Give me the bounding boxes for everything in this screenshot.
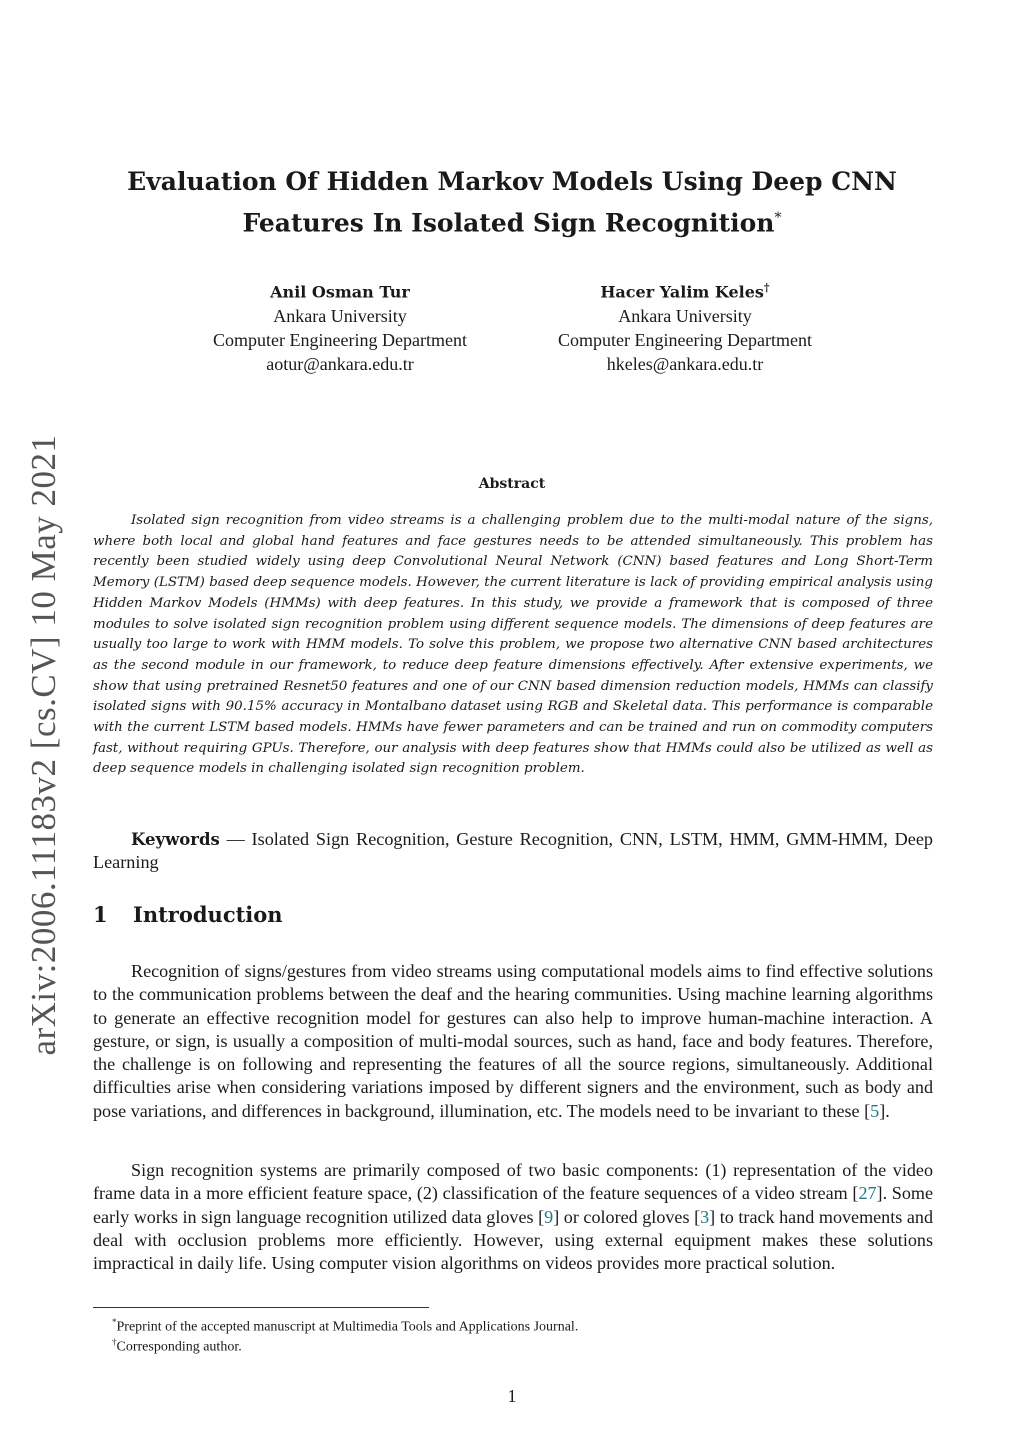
author-department: Computer Engineering Department — [558, 330, 812, 351]
author-block-2 — [520, 276, 850, 376]
page-number: 1 — [507, 1386, 517, 1406]
title-footnote-marker[interactable]: * — [774, 210, 782, 226]
author-email[interactable]: aotur@ankara.edu.tr — [266, 354, 414, 375]
arxiv-identifier-stamp: arXiv:2006.11183v2 [cs.CV] 10 May 2021 — [24, 434, 63, 1056]
abstract-heading: Abstract — [478, 476, 546, 492]
author-department: Computer Engineering Department — [213, 330, 467, 351]
footnote-corresponding-author: †Corresponding author. — [112, 1337, 242, 1355]
section-number: 1 — [93, 902, 108, 927]
citation-link[interactable]: 9 — [544, 1206, 554, 1227]
keywords-label: Keywords — [131, 830, 220, 849]
author-affiliation: Ankara University — [273, 306, 407, 327]
introduction-paragraph-2: Sign recognition systems are primarily composed of two basic components: (1) representation of the video frame data in a more efficient feature space, (2) classification of the feature sequences of a video stream [27]. Some early works in sign language recognition utilized data gloves [9] or colored gloves [3] to track hand movements and deal with occlusion problems more efficiently. However, using external equipment makes these solutions impractical in daily life. Using computer vision algorithms on videos provides more practical solution. — [93, 1160, 933, 1274]
author-affiliation: Ankara University — [618, 306, 752, 327]
author-name: Anil Osman Tur — [270, 282, 410, 302]
corresponding-author-marker[interactable]: † — [763, 281, 770, 294]
paper-title — [80, 163, 944, 241]
citation-link[interactable]: 5 — [870, 1100, 880, 1121]
section-heading-introduction — [93, 902, 283, 927]
footnote-preprint: *Preprint of the accepted manuscript at Multimedia Tools and Applications Journal. — [112, 1317, 579, 1335]
introduction-paragraph-1: Recognition of signs/gestures from video streams using computational models aims to find effective solutions to the communication problems between the deaf and the hearing communities. Using machine learning algorithms to generate an effective recognition model for gestures can also help to improve human-machine interaction. A gesture, or sign, is usually a composition of multi-modal sources, such as hand, face and body features. Therefore, the challenge is on following and representing the features of all the source regions, simultaneously. Additional difficulties arise when considering variations imposed by different signers and the environment, such as body and pose variations, and differences in background, illumination, etc. The models need to be invariant to these [5]. — [93, 961, 933, 1121]
title-line-1: Evaluation Of Hidden Markov Models Using Deep CNN — [127, 167, 897, 196]
section-title: Introduction — [133, 902, 283, 927]
citation-link[interactable]: 27 — [858, 1183, 877, 1204]
author-name: Hacer Yalim Keles† — [600, 281, 770, 302]
keywords-text: — Isolated Sign Recognition, Gesture Recognition, CNN, LSTM, HMM, GMM-HMM, Deep Learning — [93, 829, 933, 872]
author-block-1 — [180, 276, 500, 376]
title-line-2: Features In Isolated Sign Recognition — [242, 208, 775, 238]
footnote-divider — [93, 1307, 429, 1308]
abstract-text: Isolated sign recognition from video streams is a challenging problem due to the multi-modal nature of the signs, where both local and global hand features and face gestures needs to be attended simultaneously. This problem has recently been studied widely using deep Convolutional Neural Network (CNN) based features and Long Short-Term Memory (LSTM) based deep sequence models. However, the current literature is lack of providing empirical analysis using Hidden Markov Models (HMMs) with deep features. In this study, we provide a framework that is composed of three modules to solve isolated sign recognition problem using different sequence models. The dimensions of deep features are usually too large to work with HMM models. To solve this problem, we propose two alternative CNN based architectures as the second module in our framework, to reduce deep feature dimensions effectively. After extensive experiments, we show that using pretrained Resnet50 features and one of our CNN based dimension reduction models, HMMs can classify isolated signs with 90.15% accuracy in Montalbano dataset using RGB and Skeletal data. This performance is comparable with the current LSTM based models. HMMs have fewer parameters and can be trained and run on commodity computers fast, without requiring GPUs. Therefore, our analysis with deep features show that HMMs could also be utilized as well as deep sequence models in challenging isolated sign recognition problem. — [93, 513, 933, 777]
keywords — [93, 828, 933, 874]
author-email[interactable]: hkeles@ankara.edu.tr — [606, 354, 764, 375]
citation-link[interactable]: 3 — [700, 1206, 710, 1227]
